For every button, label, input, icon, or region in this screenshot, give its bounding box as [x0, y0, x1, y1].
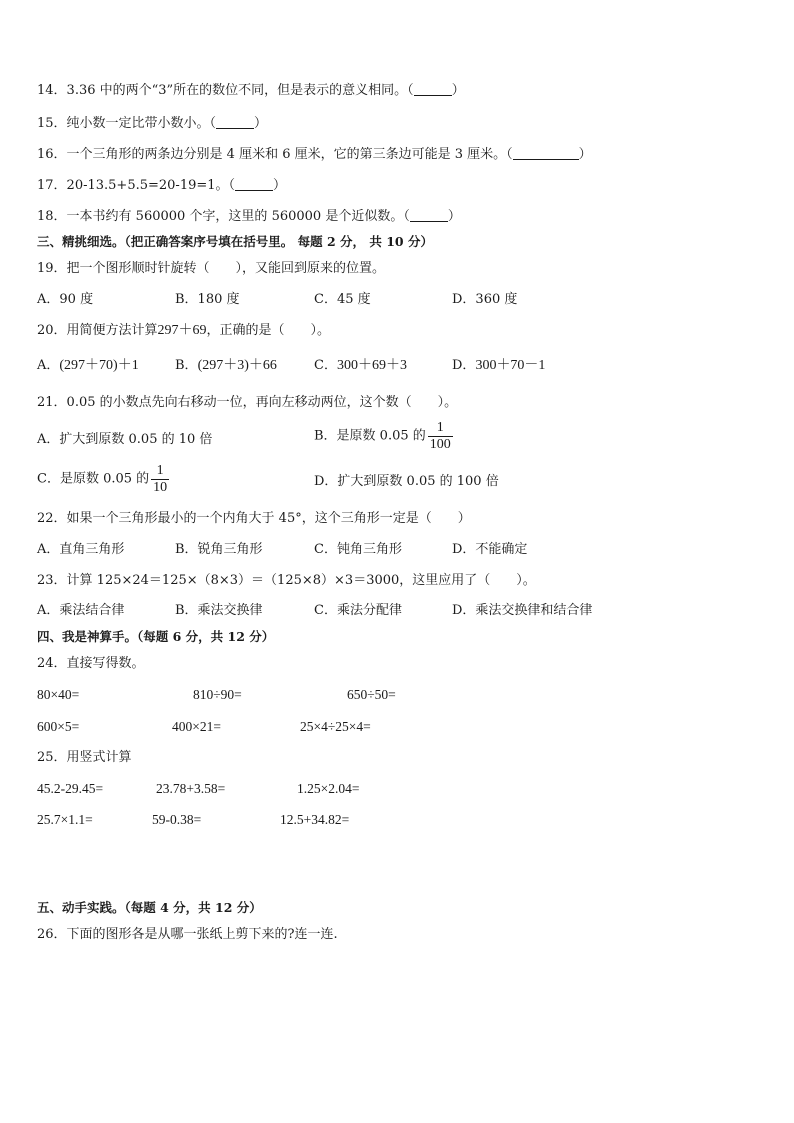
q22-option-d[interactable]: D．不能确定 — [452, 542, 528, 557]
q19-option-a[interactable]: A．90 度 — [37, 292, 94, 307]
q24-item-3: 650÷50= — [347, 687, 396, 702]
q25-item-4: 25.7×1.1= — [37, 812, 93, 827]
answer-blank-18[interactable] — [410, 208, 448, 222]
q21-option-d[interactable]: D．扩大到原数 0.05 的 100 倍 — [314, 474, 499, 489]
q19-option-c[interactable]: C．45 度 — [314, 292, 371, 307]
section-3-title: 三、精挑细选。（把正确答案序号填在括号里。 每题 2 分， 共 10 分） — [37, 234, 433, 249]
fraction-one-tenth: $\frac{1}{10}$ — [153, 463, 168, 495]
question-23-stem: 23．计算 125×24＝125×（8×3）＝（125×8）×3＝3000，这里应用了（ ）。 — [37, 573, 536, 588]
q20-option-a[interactable]: A．(297＋70)＋1 — [37, 358, 139, 373]
q24-item-1: 80×40= — [37, 687, 80, 702]
question-18: 18．一本书约有 560000 个字，这里的 560000 是个近似数。（ ） — [37, 209, 461, 224]
question-15: 15．纯小数一定比带小数小。（ ） — [37, 116, 268, 131]
question-26-stem: 26．下面的图形各是从哪一张纸上剪下来的?连一连. — [37, 927, 338, 942]
question-19-stem: 19．把一个图形顺时针旋转（ ），又能回到原来的位置。 — [37, 261, 386, 276]
q21-option-a[interactable]: A．扩大到原数 0.05 的 10 倍 — [37, 432, 213, 447]
answer-blank-14[interactable] — [414, 82, 452, 96]
question-17: 17．20-13.5+5.5=20-19=1。（ ） — [37, 178, 287, 193]
q23-option-b[interactable]: B．乘法交换律 — [175, 603, 263, 618]
section-5-title: 五、动手实践。（每题 4 分，共 12 分） — [37, 900, 262, 915]
q25-item-1: 45.2-29.45= — [37, 781, 104, 796]
q19-option-d[interactable]: D．360 度 — [452, 292, 518, 307]
question-17-text: 17．20-13.5+5.5=20-19=1。（ — [37, 178, 236, 193]
section-4-title: 四、我是神算手。（每题 6 分，共 12 分） — [37, 629, 275, 644]
q22-option-a[interactable]: A．直角三角形 — [37, 542, 125, 557]
q24-item-4: 600×5= — [37, 719, 80, 734]
answer-blank-16[interactable] — [513, 146, 579, 160]
question-25-stem: 25．用竖式计算 — [37, 750, 132, 765]
q20-expression: 297＋69 — [157, 323, 207, 338]
q22-option-b[interactable]: B．锐角三角形 — [175, 542, 263, 557]
q19-option-b[interactable]: B．180 度 — [175, 292, 240, 307]
q25-item-3: 1.25×2.04= — [297, 781, 360, 796]
question-16-text: 16．一个三角形的两条边分别是 4 厘米和 6 厘米，它的第三条边可能是 3 厘米。（ — [37, 147, 513, 162]
q23-option-d[interactable]: D．乘法交换律和结合律 — [452, 603, 593, 618]
q25-item-2: 23.78+3.58= — [156, 781, 226, 796]
question-20-stem: 20．用简便方法计算297＋69，正确的是（ ）。 — [37, 323, 331, 338]
q23-option-c[interactable]: C．乘法分配律 — [314, 603, 402, 618]
q25-item-5: 59-0.38= — [152, 812, 202, 827]
q25-item-6: 12.5+34.82= — [280, 812, 350, 827]
question-18-text: 18．一本书约有 560000 个字，这里的 560000 是个近似数。（ — [37, 209, 410, 224]
question-21-stem: 21．0.05 的小数点先向右移动一位，再向左移动两位，这个数（ ）。 — [37, 395, 458, 410]
answer-blank-17[interactable] — [235, 177, 273, 191]
q24-item-6: 25×4÷25×4= — [300, 719, 371, 734]
q22-option-c[interactable]: C．钝角三角形 — [314, 542, 402, 557]
question-15-text: 15．纯小数一定比带小数小。（ — [37, 116, 217, 131]
question-14-text: 14．3.36 中的两个“3”所在的数位不同，但是表示的意义相同。（ — [37, 83, 414, 98]
question-22-stem: 22．如果一个三角形最小的一个内角大于 45°，这个三角形一定是（ ） — [37, 511, 471, 526]
q21-option-b[interactable]: B．是原数 0.05 的 $\frac{1}{100}$ — [314, 420, 451, 452]
fraction-one-hundredth: $\frac{1}{100}$ — [429, 420, 451, 452]
question-24-stem: 24．直接写得数。 — [37, 656, 145, 671]
q20-option-d[interactable]: D．300＋70－1 — [452, 358, 546, 373]
q23-option-a[interactable]: A．乘法结合律 — [37, 603, 125, 618]
q21-option-c[interactable]: C．是原数 0.05 的 $\frac{1}{10}$ — [37, 463, 168, 495]
answer-blank-15[interactable] — [216, 115, 254, 129]
q24-item-2: 810÷90= — [193, 687, 242, 702]
q20-option-b[interactable]: B．(297＋3)＋66 — [175, 358, 277, 373]
q24-item-5: 400×21= — [172, 719, 221, 734]
q20-option-c[interactable]: C．300＋69＋3 — [314, 358, 407, 373]
question-14: 14．3.36 中的两个“3”所在的数位不同，但是表示的意义相同。（ ） — [37, 83, 465, 98]
question-16: 16．一个三角形的两条边分别是 4 厘米和 6 厘米，它的第三条边可能是 3 厘米。（ ） — [37, 147, 592, 162]
